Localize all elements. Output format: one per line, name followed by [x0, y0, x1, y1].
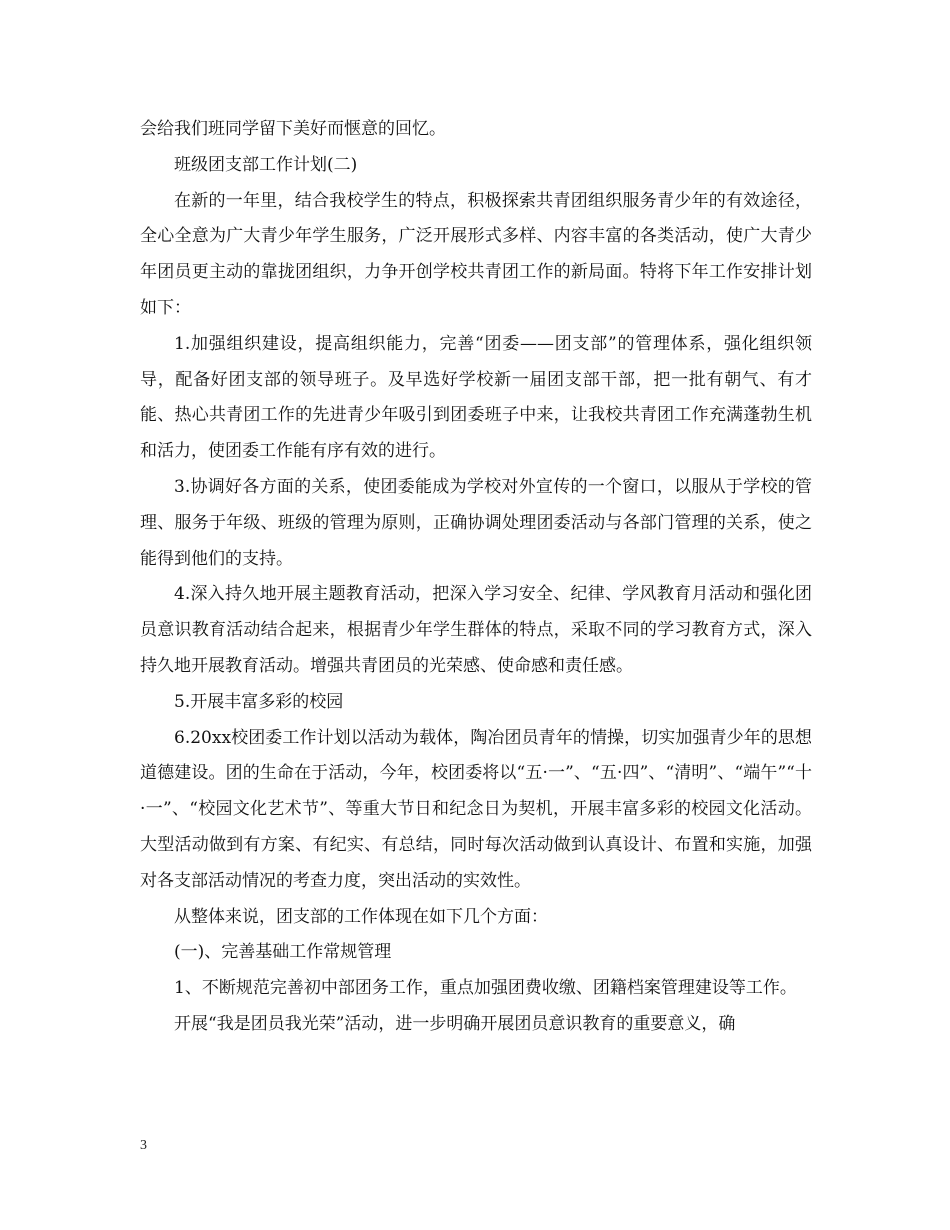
paragraph: 会给我们班同学留下美好而惬意的回忆。 [140, 119, 446, 139]
paragraph: 1.加强组织建设，提高组织能力，完善“团委——团支部”的管理体系，强化组织领导，配备好团支部的领导班子。及早选好学校新一届团支部干部，把一批有朝气、有才能、热心共青团工作的先进青少年吸引到团委班子中来，让我校共青团工作充满蓬勃生机和活力，使团委工作能有序有效的进行。 [140, 333, 812, 462]
subsection-heading: (一)、完善基础工作常规管理 [174, 942, 392, 963]
paragraph: 4.深入持久地开展主题教育活动，把深入学习安全、纪律、学风教育月活动和强化团员意识教育活动结合起来，根据青少年学生群体的特点，采取不同的学习教育方式，深入持久地开展教育活动。增强共青团员的光荣感、使命感和责任感。 [140, 584, 812, 676]
paragraph: 从整体来说，团支部的工作体现在如下几个方面： [174, 906, 548, 927]
paragraph: 6.20xx校团委工作计划以活动为载体，陶冶团员青年的情操，切实加强青少年的思想道德建设。团的生命在于活动，今年，校团委将以“五·一”、“五·四”、“清明”、“端午”“十·一”、“校园文化艺术节”、等重大节日和纪念日为契机，开展丰富多彩的校园文化活动。大型活动做到有方案、有纪实、有总结，同时每次活动做到认真设计、布置和实施，加强对各支部活动情况的考查力度，突出活动的实效性。 [140, 727, 812, 891]
document-body [140, 112, 812, 1043]
paragraph: 3.协调好各方面的关系，使团委能成为学校对外宣传的一个窗口，以服从于学校的管理、服务于年级、班级的管理为原则，正确协调处理团委活动与各部门管理的关系，使之能得到他们的支持。 [140, 476, 812, 569]
paragraph: 开展“我是团员我光荣”活动，进一步明确开展团员意识教育的重要意义，确 [174, 1013, 736, 1034]
section-heading: 班级团支部工作计划(二) [174, 154, 358, 175]
paragraph: 1、不断规范完善初中部团务工作，重点加强团费收缴、团籍档案管理建设等工作。 [174, 978, 797, 999]
page-number: 3 [140, 1138, 147, 1153]
paragraph: 5.开展丰富多彩的校园 [174, 691, 344, 712]
paragraph: 在新的一年里，结合我校学生的特点，积极探索共青团组织服务青少年的有效途径，全心全意为广大青少年学生服务，广泛开展形式多样、内容丰富的各类活动，使广大青少年团员更主动的靠拢团组织，力争开创学校共青团工作的新局面。特将下年工作安排计划如下： [140, 190, 812, 318]
